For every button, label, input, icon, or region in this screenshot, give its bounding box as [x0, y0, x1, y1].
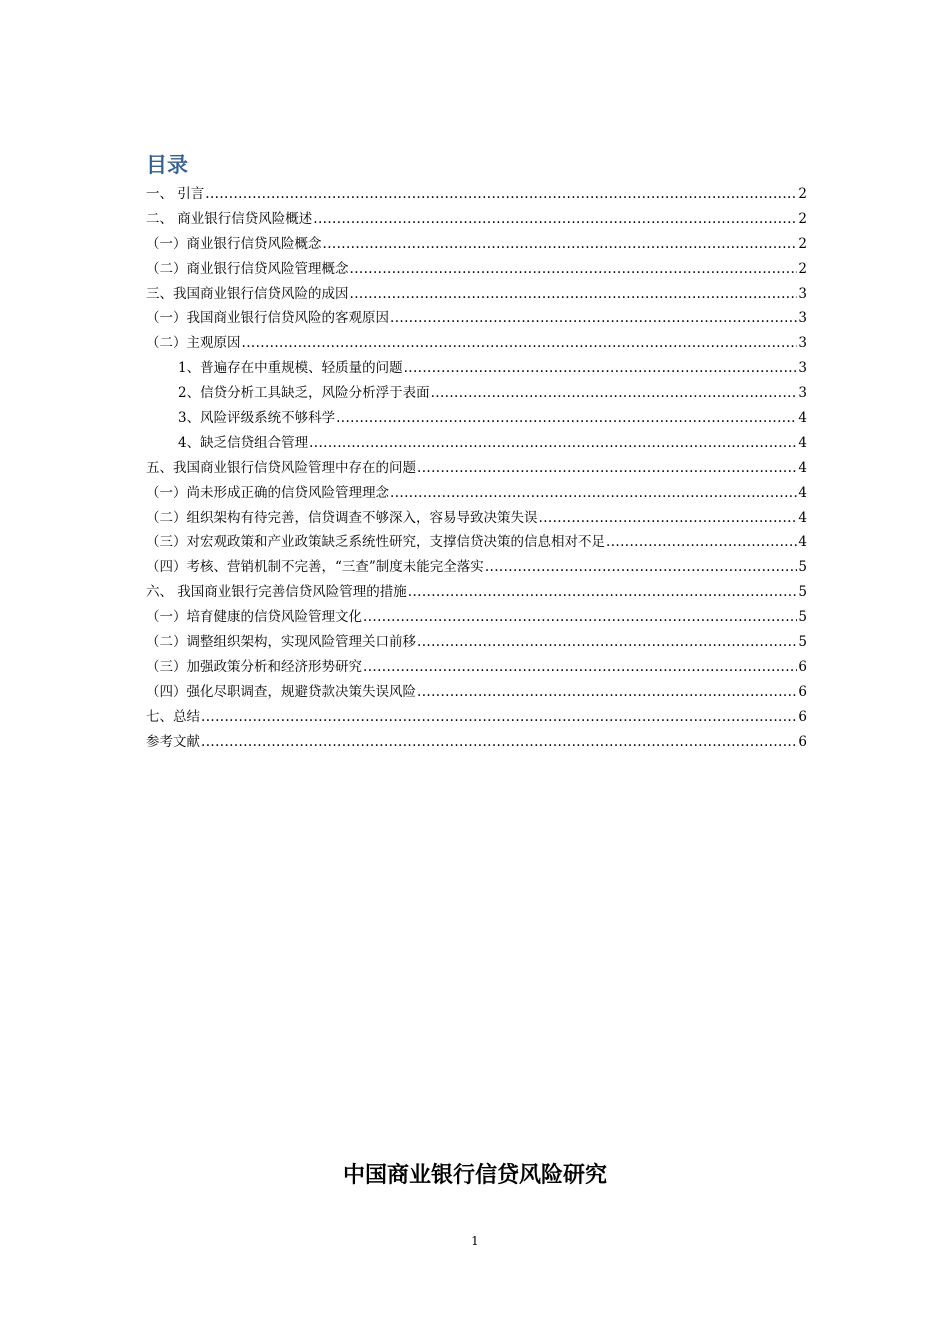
- toc-entry-page: 4: [798, 484, 807, 501]
- toc-entry-label: （四）考核、营销机制不完善，“三查”制度未能完全落实: [146, 559, 484, 576]
- toc-entry-page: 2: [798, 210, 807, 227]
- toc-dot-leader: [363, 605, 797, 630]
- toc-dot-leader: [606, 530, 797, 555]
- toc-dot-leader: [417, 680, 797, 705]
- toc-entry-page: 2: [798, 186, 807, 202]
- toc-entry-page: 3: [798, 285, 807, 302]
- toc-entry-label: 六、 我国商业银行完善信贷风险管理的措施: [146, 584, 407, 601]
- toc-entry-label: 1、普遍存在中重规模、轻质量的问题: [178, 360, 403, 377]
- toc-dot-leader: [201, 730, 797, 755]
- toc-entry[interactable]: [146, 580, 807, 605]
- toc-entry-label: 4、缺乏信贷组合管理: [178, 434, 309, 451]
- toc-entry-label: （一）我国商业银行信贷风险的客观原因: [146, 310, 389, 327]
- document-title: 中国商业银行信贷风险研究: [342, 1163, 607, 1188]
- toc-entry-page: 5: [798, 609, 807, 626]
- toc-entry[interactable]: [146, 481, 807, 506]
- toc-entry-label: （二）组织架构有待完善，信贷调查不够深入，容易导致决策失误: [146, 509, 538, 526]
- toc-entry-page: 6: [798, 733, 807, 750]
- toc-entry-label: 三、我国商业银行信贷风险的成因: [146, 285, 349, 302]
- toc-entry-page: 6: [798, 708, 807, 725]
- toc-entry-page: 4: [798, 509, 807, 526]
- toc-dot-leader: [309, 431, 797, 456]
- toc-entry[interactable]: [146, 232, 807, 257]
- toc-entry[interactable]: [146, 730, 807, 755]
- toc-entry[interactable]: [146, 306, 807, 331]
- toc-entry-page: 3: [798, 385, 807, 402]
- toc-entry-page: 5: [798, 634, 807, 651]
- toc-dot-leader: [404, 356, 798, 381]
- toc-entry[interactable]: [146, 331, 807, 356]
- toc-entry-page: 6: [798, 658, 807, 675]
- toc-dot-leader: [417, 630, 797, 655]
- toc-entry-label: 2、信贷分析工具缺乏，风险分析浮于表面: [178, 385, 430, 402]
- toc-entry[interactable]: [146, 381, 807, 406]
- toc-entry-label: （二）调整组织架构，实现风险管理关口前移: [146, 634, 416, 651]
- toc-dot-leader: [417, 456, 797, 481]
- toc-dot-leader: [390, 481, 797, 506]
- toc-entry-label: （二）商业银行信贷风险管理概念: [146, 260, 349, 277]
- page-number: 1: [471, 1234, 479, 1248]
- toc-heading: 目录: [146, 153, 188, 177]
- toc-entry-label: 五、我国商业银行信贷风险管理中存在的问题: [146, 459, 416, 476]
- toc-entry-label: （二）主观原因: [146, 335, 241, 352]
- toc-entry-page: 4: [798, 534, 807, 551]
- toc-dot-leader: [485, 555, 798, 580]
- toc-entry-label: （一）培育健康的信贷风险管理文化: [146, 609, 362, 626]
- toc-entry-label: （三）加强政策分析和经济形势研究: [146, 658, 362, 675]
- toc-entry[interactable]: [146, 705, 807, 730]
- toc-dot-leader: [336, 406, 797, 431]
- toc-entry-page: 4: [798, 459, 807, 476]
- toc-entry-page: 5: [798, 584, 807, 601]
- toc-entry-label: 七、总结: [146, 708, 200, 725]
- toc-entry-page: 6: [798, 683, 807, 700]
- toc-entry-label: （四）强化尽职调查，规避贷款决策失误风险: [146, 683, 416, 700]
- toc-dot-leader: [313, 207, 797, 232]
- toc-entry[interactable]: [146, 182, 807, 207]
- toc-dot-leader: [363, 655, 797, 680]
- toc-entry[interactable]: [146, 630, 807, 655]
- toc-dot-leader: [431, 381, 798, 406]
- toc-dot-leader: [201, 705, 797, 730]
- toc-dot-leader: [242, 331, 798, 356]
- toc-entry[interactable]: [146, 356, 807, 381]
- toc-entry[interactable]: [146, 555, 807, 580]
- toc-entry[interactable]: [146, 605, 807, 630]
- toc-dot-leader: [205, 182, 797, 207]
- toc-dot-leader: [408, 580, 798, 605]
- toc-entry-label: （三）对宏观政策和产业政策缺乏系统性研究，支撑信贷决策的信息相对不足: [146, 534, 605, 551]
- toc-entry[interactable]: [146, 530, 807, 555]
- toc-entry-page: 3: [798, 335, 807, 352]
- toc-entry-page: 5: [798, 559, 807, 576]
- toc-entry-page: 4: [798, 434, 807, 451]
- toc-entry[interactable]: [146, 257, 807, 282]
- toc-dot-leader: [350, 257, 798, 282]
- toc-entry-label: 参考文献: [146, 733, 200, 750]
- toc-entry-page: 3: [798, 360, 807, 377]
- toc-entry-page: 2: [798, 235, 807, 252]
- toc-entry-label: 一、 引言: [146, 186, 205, 202]
- toc-entry-page: 2: [798, 260, 807, 277]
- toc-entry-page: 3: [798, 310, 807, 327]
- toc-dot-leader: [350, 282, 798, 307]
- toc-dot-leader: [323, 232, 798, 257]
- toc-entry-page: 4: [798, 410, 807, 427]
- table-of-contents: [146, 182, 807, 754]
- toc-entry-label: （一）商业银行信贷风险概念: [146, 235, 322, 252]
- toc-entry-label: 3、风险评级系统不够科学: [178, 410, 336, 427]
- toc-entry-label: 二、 商业银行信贷风险概述: [146, 210, 313, 227]
- toc-entry[interactable]: [146, 456, 807, 481]
- toc-dot-leader: [390, 306, 797, 331]
- toc-entry[interactable]: [146, 282, 807, 307]
- toc-entry[interactable]: [146, 680, 807, 705]
- toc-entry[interactable]: [146, 431, 807, 456]
- toc-entry-label: （一）尚未形成正确的信贷风险管理理念: [146, 484, 389, 501]
- toc-entry[interactable]: [146, 207, 807, 232]
- toc-dot-leader: [539, 506, 798, 531]
- toc-entry[interactable]: [146, 655, 807, 680]
- toc-entry[interactable]: [146, 506, 807, 531]
- toc-entry[interactable]: [146, 406, 807, 431]
